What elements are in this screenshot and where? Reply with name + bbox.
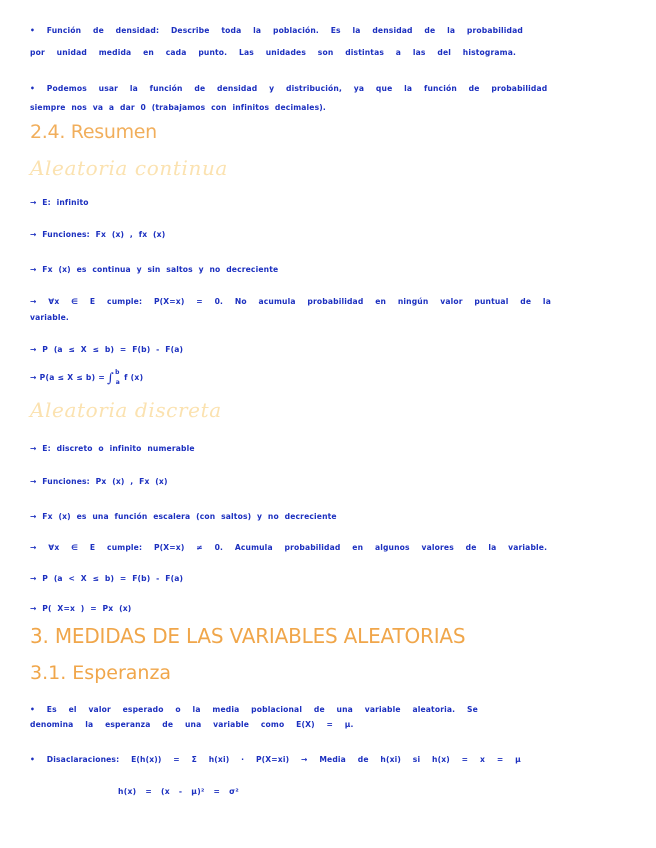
heading-resumen: 2.4. Resumen: [30, 121, 157, 143]
esperanza-line-2: denomina la esperanza de una variable como E(X) = μ.: [30, 720, 354, 729]
discreta-bullet-5: → P (a < X ≤ b) = F(b) - F(a): [30, 574, 184, 583]
heading-aleatoria-discreta: Aleatoria discreta: [30, 398, 222, 422]
paragraph-density-line2: por unidad medida en cada punto. Las unidades son distintas a las del histograma.: [30, 48, 517, 57]
paragraph-usage-line1: • Podemos usar la función de densidad y distribución, ya que la función de probabilidad: [30, 84, 548, 93]
integral-upper-limit: b: [115, 369, 120, 376]
continua-bullet-5: → P (a ≤ X ≤ b) = F(b) - F(a): [30, 345, 184, 354]
heading-medidas: 3. MEDIDAS DE LAS VARIABLES ALEATORIAS: [30, 624, 466, 648]
integral-symbol: ∫: [107, 371, 115, 386]
continua-bullet-2: → Funciones: Fx (x) , fx (x): [30, 230, 166, 239]
esperanza-formula-variance: h(x) = (x - μ)² = σ²: [118, 787, 239, 796]
discreta-bullet-2: → Funciones: Px (x) , Fx (x): [30, 477, 168, 486]
esperanza-line-3: • Disaclaraciones: E(h(x)) = Σ h(xi) · P(X=xi) → Media de h(xi) si h(x) = x = μ: [30, 755, 521, 764]
paragraph-usage-line2: siempre nos va a dar 0 (trabajamos con infinitos decimales).: [30, 103, 326, 112]
continua-bullet-4-line2: variable.: [30, 313, 69, 322]
integral-lower-limit: a: [115, 379, 121, 386]
paragraph-density-line1: • Función de densidad: Describe toda la población. Es la densidad de la probabilidad: [30, 26, 523, 35]
continua-bullet-4-line1: → ∀x ∈ E cumple: P(X=x) = 0. No acumula probabilidad en ningún valor puntual de la: [30, 297, 551, 306]
continua-bullet-1: → E: infinito: [30, 198, 89, 207]
heading-aleatoria-continua: Aleatoria continua: [30, 156, 228, 180]
discreta-bullet-6: → P( X=x ) = Px (x): [30, 604, 132, 613]
discreta-bullet-3: → Fx (x) es una función escalera (con saltos) y no decreciente: [30, 512, 337, 521]
discreta-bullet-1: → E: discreto o infinito numerable: [30, 444, 195, 453]
heading-esperanza: 3.1. Esperanza: [30, 662, 172, 684]
esperanza-line-1: • Es el valor esperado o la media poblacional de una variable aleatoria. Se: [30, 705, 478, 714]
continua-bullet-6: [30, 371, 143, 386]
formula-prefix: → P(a ≤ X ≤ b) =: [30, 373, 106, 382]
continua-bullet-3: → Fx (x) es continua y sin saltos y no decreciente: [30, 265, 279, 274]
discreta-bullet-4: → ∀x ∈ E cumple: P(X=x) ≠ 0. Acumula probabilidad en algunos valores de la variable.: [30, 543, 548, 552]
formula-suffix: f (x): [124, 373, 144, 382]
